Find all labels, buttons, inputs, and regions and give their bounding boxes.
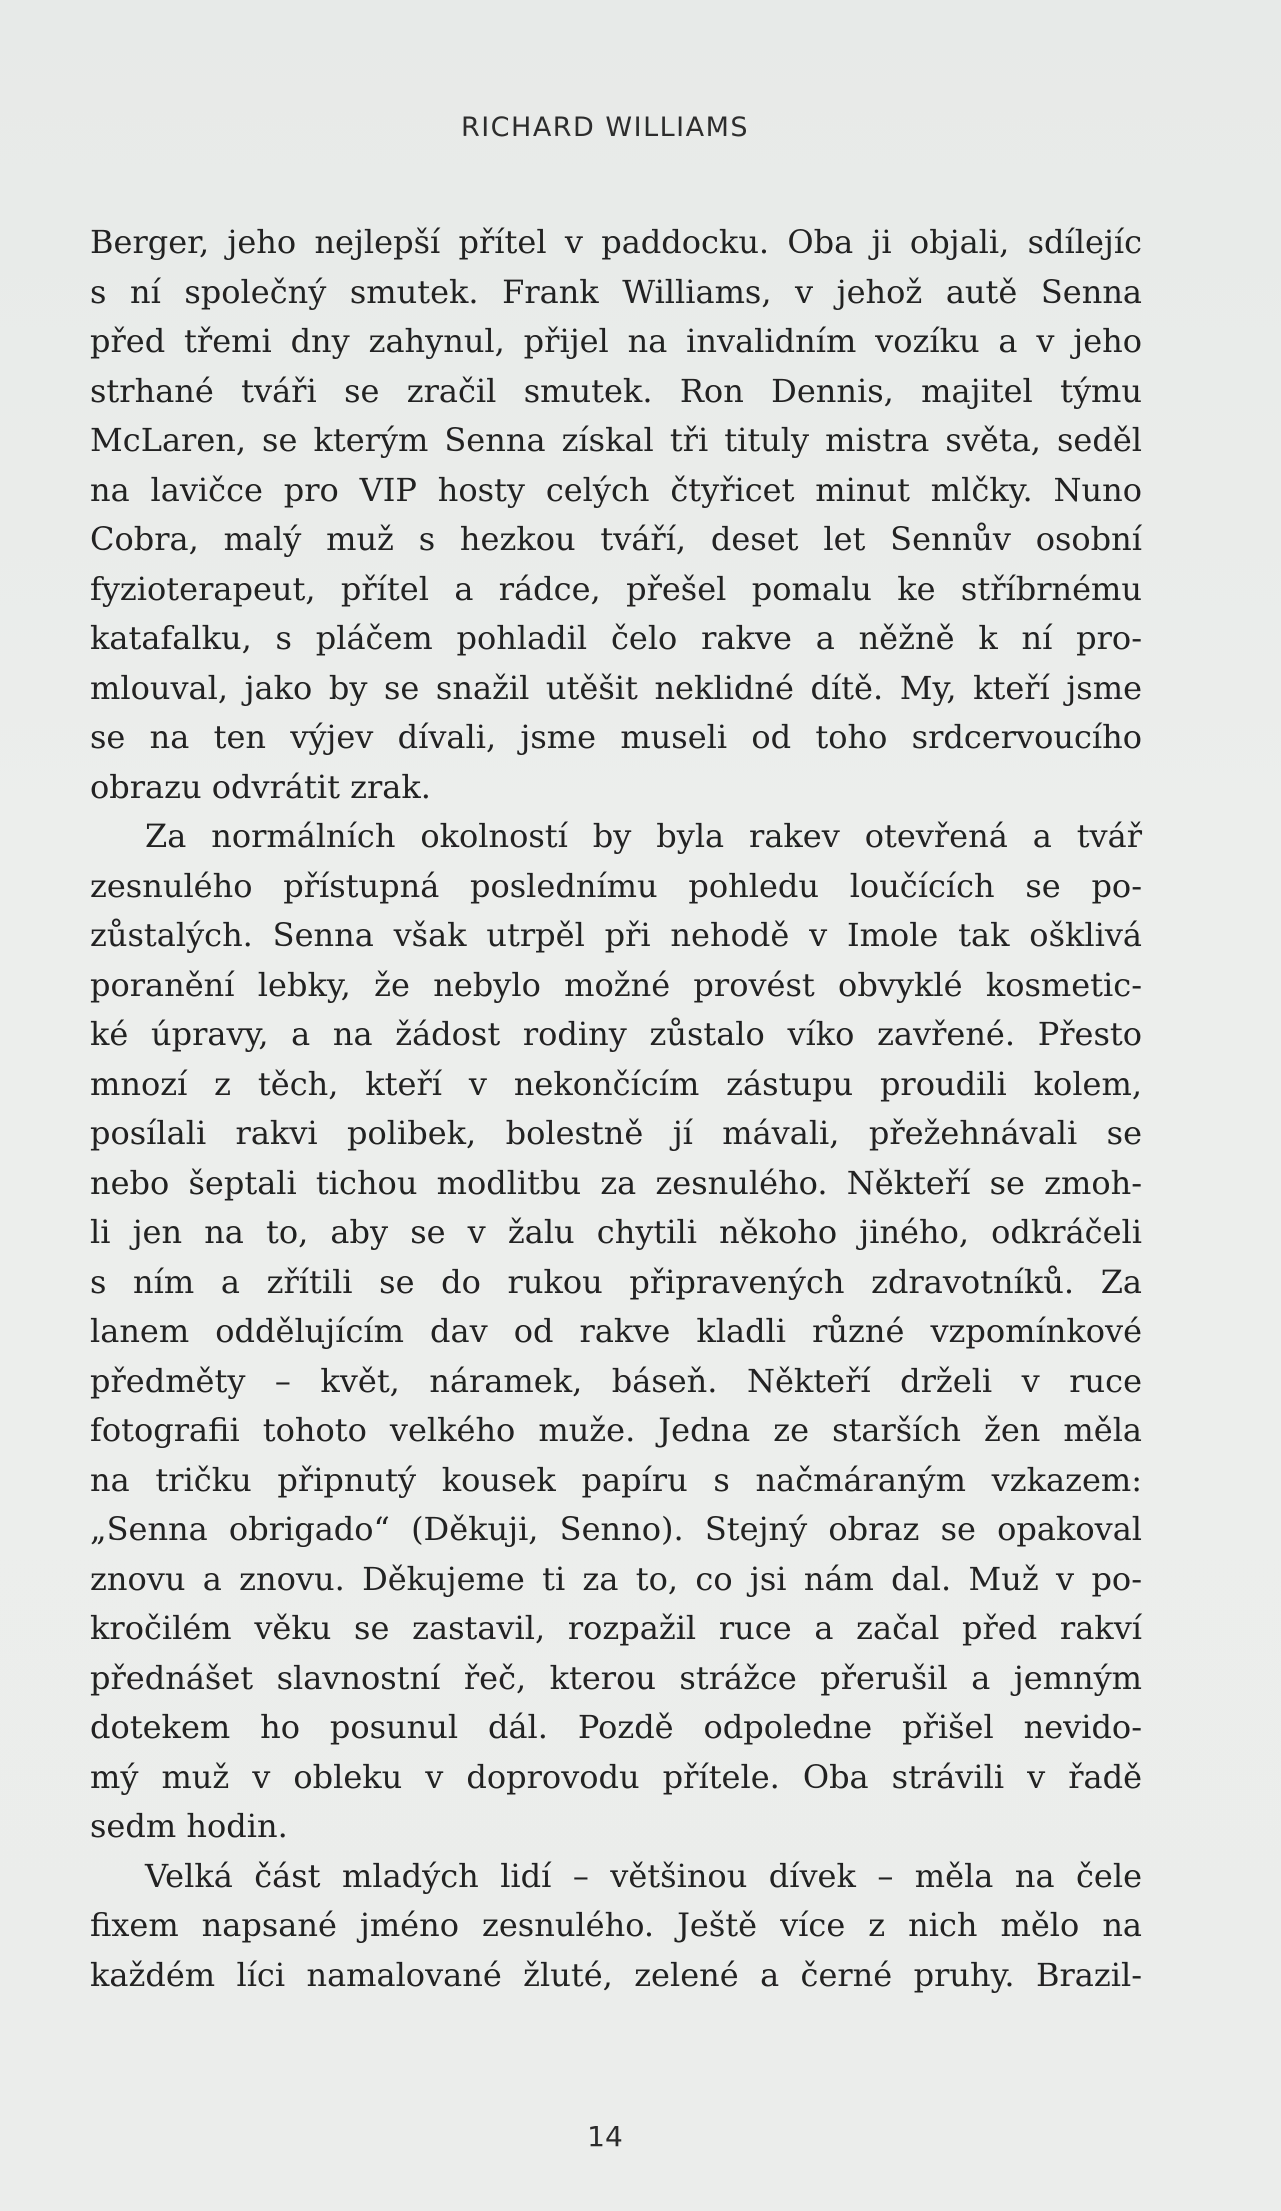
text-line: poranění lebky, že nebylo možné provést obvyklé kosmetic- xyxy=(90,965,1142,1004)
body-text xyxy=(90,218,1142,2000)
text-line: posílali rakvi polibek, bolestně jí mávali, přežehnávali se xyxy=(90,1114,1142,1152)
text-line: ké úpravy, a na žádost rodiny zůstalo víko zavřené. Přesto xyxy=(90,1015,1142,1053)
text-line: se na ten výjev dívali, jsme museli od toho srdcervoucího xyxy=(90,718,1142,756)
text-line: znovu a znovu. Děkujeme ti za to, co jsi nám dal. Muž v po- xyxy=(90,1559,1142,1598)
text-line: katafalku, s pláčem pohladil čelo rakve a něžně k ní pro- xyxy=(90,619,1142,657)
text-line: zesnulého přístupná poslednímu pohledu loučících se po- xyxy=(90,866,1142,905)
text-line: Berger, jeho nejlepší přítel v paddocku. Oba ji objali, sdílejíc xyxy=(90,223,1142,261)
text-line: dotekem ho posunul dál. Pozdě odpoledne přišel nevido- xyxy=(90,1708,1142,1746)
text-line: fyzioterapeut, přítel a rádce, přešel pomalu ke stříbrnému xyxy=(90,569,1142,608)
text-line: li jen na to, aby se v žalu chytili někoho jiného, odkráčeli xyxy=(90,1213,1142,1251)
text-line: mnozí z těch, kteří v nekončícím zástupu proudili kolem, xyxy=(90,1064,1142,1103)
text-line: obrazu odvrátit zrak. xyxy=(90,767,431,806)
text-line: před třemi dny zahynul, přijel na invalidním vozíku a v jeho xyxy=(90,322,1142,360)
text-line: mý muž v obleku v doprovodu přítele. Oba strávili v řadě xyxy=(90,1757,1142,1796)
text-line: na tričku připnutý kousek papíru s načmáraným vzkazem: xyxy=(90,1460,1142,1499)
text-line: Cobra, malý muž s hezkou tváří, deset let Sennův osobní xyxy=(90,520,1142,558)
text-line: Velká část mladých lidí – většinou dívek – měla na čele xyxy=(145,1856,1142,1895)
text-line: s ní společný smutek. Frank Williams, v jehož autě Senna xyxy=(90,272,1142,311)
text-line: sedm hodin. xyxy=(90,1807,288,1845)
text-line: zůstalých. Senna však utrpěl při nehodě v Imole tak ošklivá xyxy=(90,916,1142,954)
text-line: přednášet slavnostní řeč, kterou strážce přerušil a jemným xyxy=(90,1658,1142,1697)
text-line: mlouval, jako by se snažil utěšit neklidné dítě. My, kteří jsme xyxy=(90,668,1142,707)
text-line: lanem oddělujícím dav od rakve kladli různé vzpomínkové xyxy=(90,1312,1142,1350)
text-line: kročilém věku se zastavil, rozpažil ruce a začal před rakví xyxy=(90,1609,1142,1647)
text-line: strhané tváři se zračil smutek. Ron Dennis, majitel týmu xyxy=(90,371,1142,410)
text-line: Za normálních okolností by byla rakev otevřená a tvář xyxy=(145,817,1142,855)
text-line: každém líci namalované žluté, zelené a černé pruhy. Brazil- xyxy=(90,1955,1142,1994)
text-line: předměty – květ, náramek, báseň. Někteří drželi v ruce xyxy=(90,1361,1142,1400)
text-line: fotografii tohoto velkého muže. Jedna ze starších žen měla xyxy=(90,1411,1142,1449)
text-line: nebo šeptali tichou modlitbu za zesnulého. Někteří se zmoh- xyxy=(90,1163,1142,1202)
text-line: „Senna obrigado“ (Děkuji, Senno). Stejný obraz se opakoval xyxy=(90,1510,1142,1548)
page-number: 14 xyxy=(587,2120,623,2153)
text-line: McLaren, se kterým Senna získal tři tituly mistra světa, seděl xyxy=(90,421,1142,459)
text-line: na lavičce pro VIP hosty celých čtyřicet minut mlčky. Nuno xyxy=(90,470,1142,509)
text-line: s ním a zřítili se do rukou připravených zdravotníků. Za xyxy=(90,1262,1142,1301)
text-line: fixem napsané jméno zesnulého. Ještě více z nich mělo na xyxy=(90,1906,1142,1944)
running-head: RICHARD WILLIAMS xyxy=(460,112,750,143)
